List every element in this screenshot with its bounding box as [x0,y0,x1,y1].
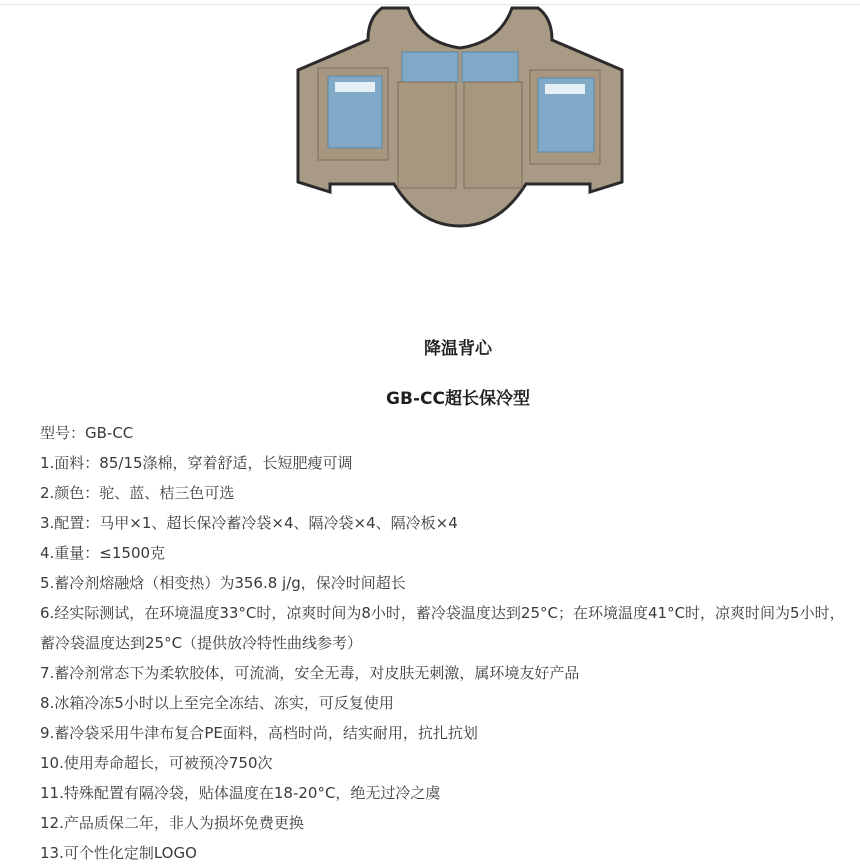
spec-fabric: 1.面料：85/15涤棉，穿着舒适，长短肥瘦可调 [40,454,353,472]
top-left-cold-pack [402,52,458,82]
spec-test-results: 6.经实际测试，在环境温度33°C时，凉爽时间为8小时，蓄冷袋温度达到25°C；在环境温度41°C时，凉爽时间为5小时，蓄冷袋温度达到25°C（提供放冷特性曲线参考） [40,604,845,652]
spec-warranty: 12.产品质保二年，非人为损坏免费更换 [40,814,304,832]
spec-enthalpy: 5.蓄冷剂熔融焓（相变热）为356.8 j/g，保冷时间超长 [40,574,406,592]
product-photo [290,0,630,232]
spec-colors: 2.颜色：驼、蓝、桔三色可选 [40,484,235,502]
cooling-vest-illustration [290,0,630,232]
product-title: 降温背心 [424,339,492,359]
spec-model: 型号：GB-CC [40,424,134,442]
spec-gel: 7.蓄冷剂常态下为柔软胶体，可流淌，安全无毒，对皮肤无刺激，属环境友好产品 [40,664,580,682]
spec-list [40,418,852,868]
spec-weight: 4.重量：≤1500克 [40,544,166,562]
center-right-pocket [464,82,522,188]
spec-lifespan: 10.使用寿命超长，可被预冷750次 [40,754,273,772]
spec-configuration: 3.配置：马甲×1、超长保冷蓄冷袋×4、隔冷袋×4、隔冷板×4 [40,514,458,532]
top-right-cold-pack [462,52,518,82]
spec-material: 9.蓄冷袋采用牛津布复合PE面料，高档时尚，结实耐用，抗扎抗划 [40,724,478,742]
product-subtitle: GB-CC超长保冷型 [386,389,530,409]
center-left-pocket [398,82,456,188]
spec-freezing: 8.冰箱冷冻5小时以上至完全冻结、冻实，可反复使用 [40,694,394,712]
spec-custom-logo: 13.可个性化定制LOGO [40,844,197,862]
spec-insulation-bag: 11.特殊配置有隔冷袋，贴体温度在18-20°C，绝无过冷之虞 [40,784,441,802]
